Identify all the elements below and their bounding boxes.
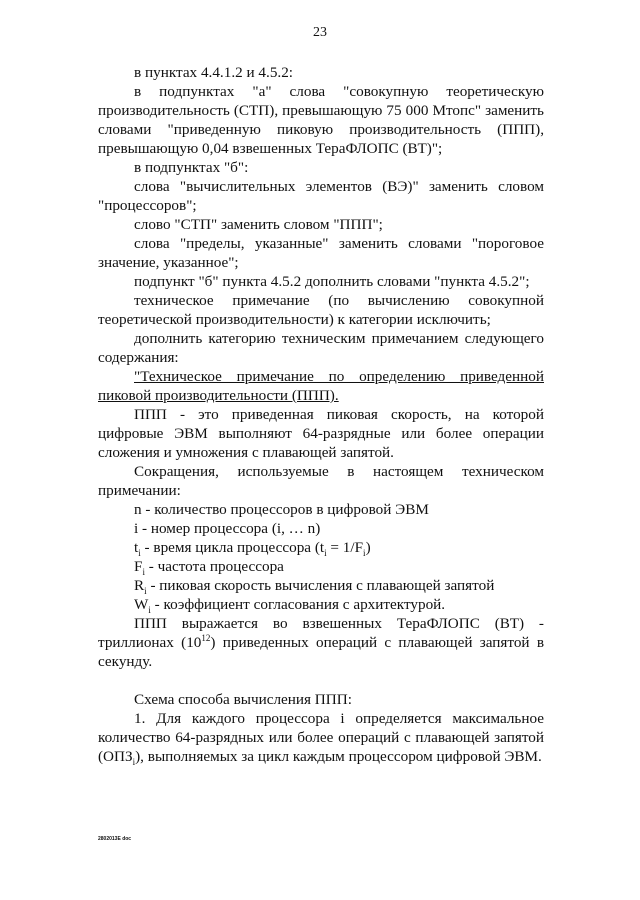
- note-heading: "Техническое примечание по определению приведенной пиковой производительности (ППП).: [98, 368, 544, 404]
- paragraph: слово "СТП" заменить словом "ППП";: [134, 216, 383, 233]
- abbrev-item: n - количество процессоров в цифровой ЭВМ: [134, 501, 429, 518]
- paragraph: техническое примечание (по вычислению совокупной теоретической производительности) к категории исключить;: [98, 292, 544, 328]
- page-number: 23: [313, 25, 327, 40]
- paragraph: 1. Для каждого процессора i определяется максимальное количество 64-разрядных или более операций с плавающей запятой $(ОПЗ_i)$, выполняемых за цикл каждым процессором цифровой ЭВМ.: [98, 710, 544, 768]
- document-body: [98, 63, 544, 766]
- paragraph: в пунктах 4.4.1.2 и 4.5.2:: [134, 64, 294, 81]
- paragraph: в подпунктах "б":: [134, 159, 249, 176]
- abbrev-item: $F_i$ - частота процессора: [134, 558, 284, 578]
- paragraph: подпункт "б" пункта 4.5.2 дополнить словами "пункта 4.5.2";: [134, 273, 530, 290]
- file-name-footer: 2802013Е doc: [98, 836, 132, 842]
- paragraph: дополнить категорию техническим примечанием следующего содержания:: [98, 330, 544, 366]
- section-heading: Схема способа вычисления ППП:: [134, 691, 352, 708]
- abbrev-item: $R_i$ - пиковая скорость вычисления с плавающей запятой: [134, 577, 495, 597]
- paragraph: ППП выражается во взвешенных ТераФЛОПС (ВТ) - триллионах $(10^{12})$ приведенных операций с плавающей запятой в секунду.: [98, 615, 544, 670]
- paragraph: ППП - это приведенная пиковая скорость, на которой цифровые ЭВМ выполняют 64-разрядные или более операции сложения и умножения с плавающей запятой.: [98, 406, 544, 461]
- paragraph: Сокращения, используемые в настоящем техническом примечании:: [98, 463, 544, 499]
- paragraph: слова "вычислительных элементов (ВЭ)" заменить словом "процессоров";: [98, 178, 544, 214]
- abbrev-item: $t_i$ - время цикла процессора $(t_i = 1/F_i)$: [134, 539, 371, 559]
- paragraph: слова "пределы, указанные" заменить словами "пороговое значение, указанное";: [98, 235, 544, 271]
- abbrev-item: i - номер процессора (i, … n): [134, 520, 321, 537]
- paragraph: в подпунктах "а" слова "совокупную теоретическую производительность (СТП), превышающую 75 000 Мтопс" заменить словами "приведенную пиковую производительность (ППП), превышающую 0,04 взвешенных ТераФЛОПС (ВТ)";: [98, 83, 544, 157]
- abbrev-item: $W_i$ - коэффициент согласования с архитектурой.: [134, 596, 446, 616]
